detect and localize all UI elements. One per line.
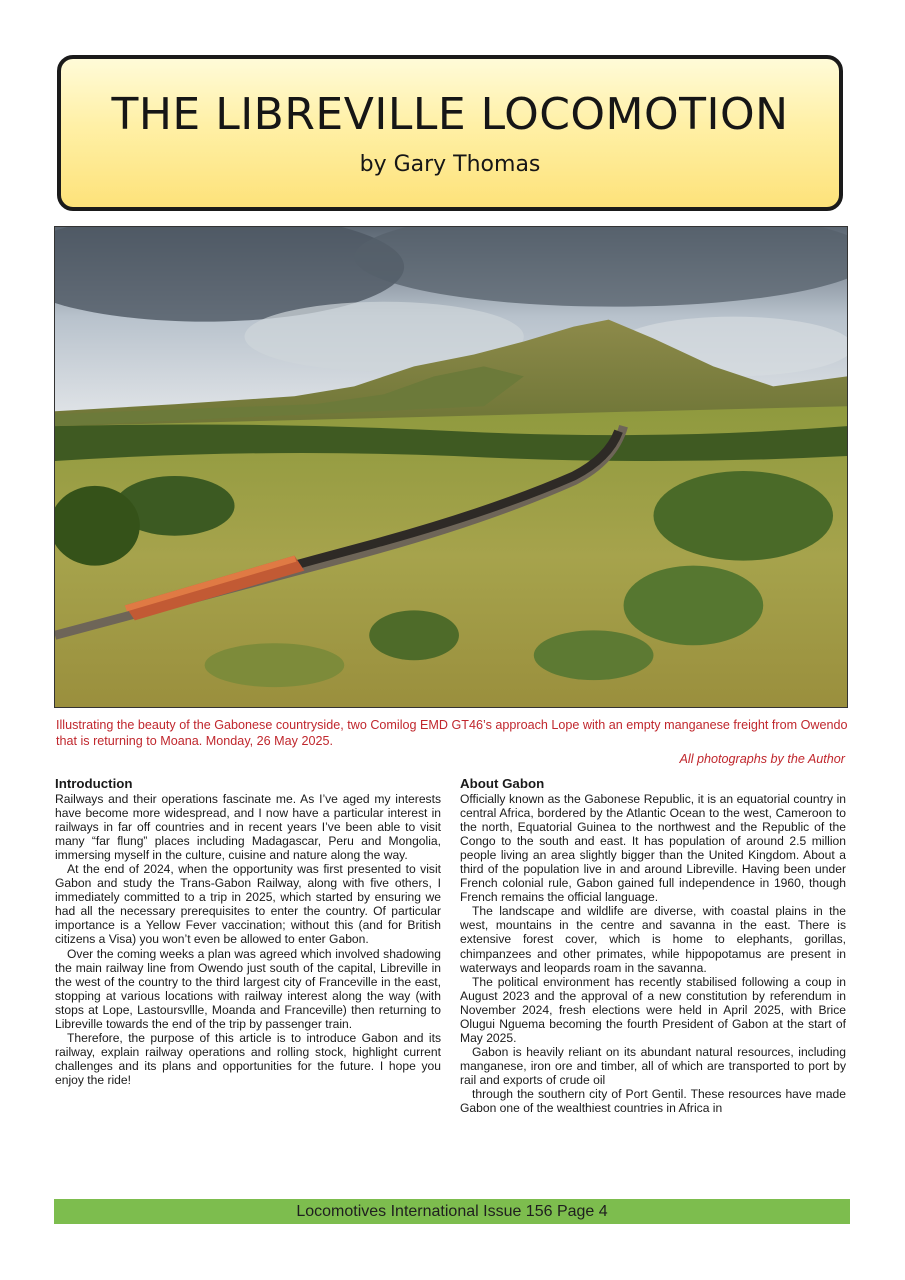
paragraph: through the southern city of Port Gentil. These resources have made Gabon one of the wealthiest countries in Africa in (460, 1086, 846, 1116)
paragraph: Officially known as the Gabonese Republic, it is an equatorial country in central Africa, bordered by the Atlantic Ocean to the west, Cameroon to the north, Equatorial Guinea to the northwest and the Republic of the Congo to the south and east. It has population of around 2.5 million people living an area slightly bigger than the United Kingdom. About a third of the population live in and around Libreville. Having been under French colonial rule, Gabon gained full independence in 1960, though French remains the official language. (460, 792, 846, 905)
article-byline: by Gary Thomas (359, 152, 541, 177)
introduction-heading: Introduction (55, 776, 133, 791)
title-banner (57, 55, 843, 211)
introduction-column (55, 776, 441, 1087)
landscape-photo (54, 226, 848, 708)
page-footer: Locomotives International Issue 156 Page 4 (54, 1199, 850, 1224)
article-title: THE LIBREVILLE LOCOMOTION (111, 89, 789, 140)
paragraph: Gabon is heavily reliant on its abundant natural resources, including manganese, iron ore and timber, all of which are transported to port by rail and exports of crude oil (460, 1044, 846, 1087)
paragraph: The political environment has recently stabilised following a coup in August 2023 and the approval of a new constitution by referendum in November 2024, fresh elections were held in April 2025, with Brice Olugui Nguema becoming the fourth President of Gabon at the start of May 2025. (460, 974, 846, 1045)
train-landscape-illustration (55, 227, 847, 707)
paragraph: Railways and their operations fascinate me. As I’ve aged my interests have become more widespread, and I now have a particular interest in railways in far off countries and in recent years I’ve been able to visit many “far flung” places including Madagascar, Peru and Mongolia, immersing myself in the culture, cuisine and nature along the way. (55, 792, 441, 863)
paragraph: At the end of 2024, when the opportunity was first presented to visit Gabon and study the Trans-Gabon Railway, along with five others, I immediately committed to a trip in 2025, which started by ensuring we had all the necessary prerequisites to enter the country. Of particular importance is a Yellow Fever vaccination; without this (and for British citizens a Visa) you won’t even be allowed to enter Gabon. (55, 862, 441, 947)
about-gabon-heading: About Gabon (460, 776, 545, 791)
paragraph: Over the coming weeks a plan was agreed which involved shadowing the main railway line from Owendo just south of the capital, Libreville in the west of the country to the third largest city of Franceville in the east, stopping at various locations with railway interest along the way (with stops at Lope, Lastoursvllle, Moanda and Franceville) then returning to Libreville towards the end of the trip by passenger train. (55, 946, 441, 1031)
photo-credit: All photographs by the Author (679, 752, 845, 766)
paragraph: Therefore, the purpose of this article is to introduce Gabon and its railway, explain railway operations and rolling stock, highlight current challenges and its plans and opportunities for the future. I hope you enjoy the ride! (55, 1030, 441, 1087)
about-gabon-column (460, 776, 846, 1115)
paragraph: The landscape and wildlife are diverse, with coastal plains in the west, mountains in the centre and savanna in the east. There is extensive forest cover, which is home to elephants, gorillas, chimpanzees and other primates, while hippopotamus are present in waterways and leopards roam in the savanna. (460, 904, 846, 975)
photo-caption: Illustrating the beauty of the Gabonese countryside, two Comilog EMD GT46’s approach Lope with an empty manganese freight from Owendo that is returning to Moana. Monday, 26 May 2025. (56, 718, 848, 748)
